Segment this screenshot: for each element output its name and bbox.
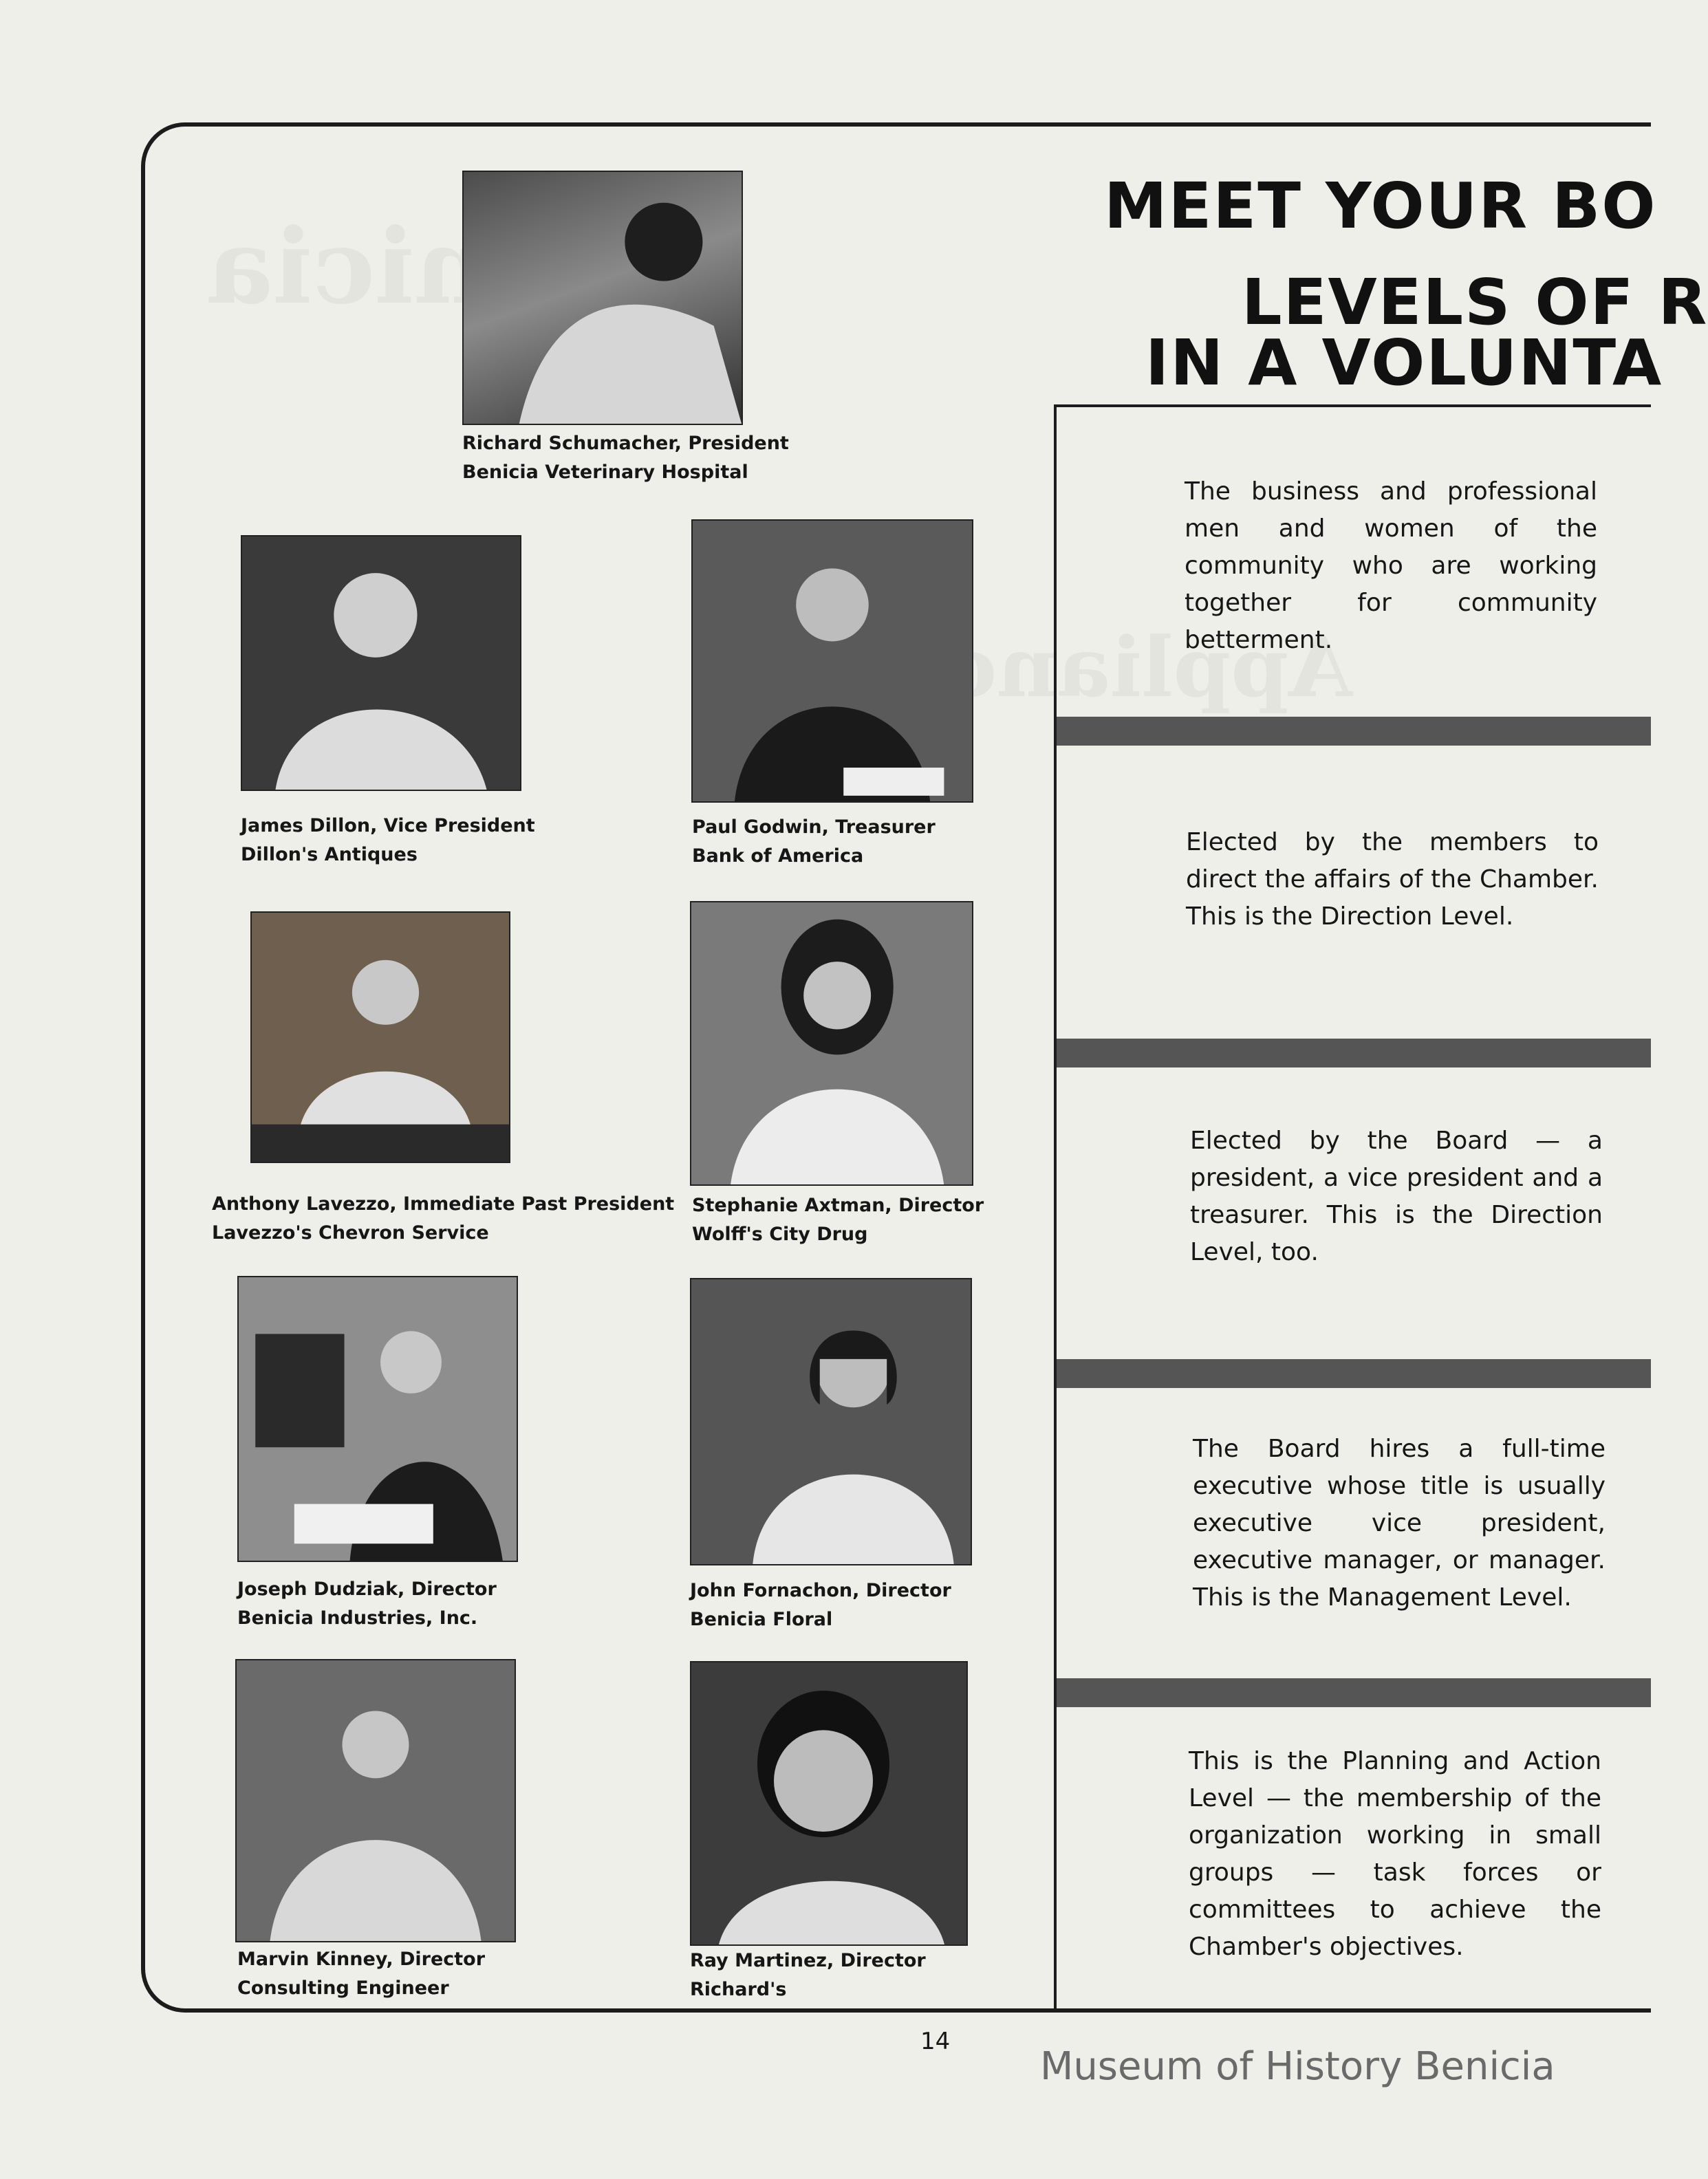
member-affiliation: Benicia Floral <box>690 1609 833 1630</box>
caption-martinez <box>690 1947 926 2004</box>
member-name-title: John Fornachon, Director <box>690 1580 951 1601</box>
level-paragraph: This is the Planning and Action Level — the membership of the organization working in small groups — task forces or committees to achieve the Chamber's objectives. <box>1189 1747 1601 1961</box>
caption-dudziak <box>237 1575 497 1633</box>
member-affiliation: Bank of America <box>692 845 864 867</box>
level-divider-bar <box>1057 717 1651 746</box>
level-paragraph: Elected by the members to direct the affairs of the Chamber. This is the Direction Level. <box>1186 828 1599 931</box>
portrait-photo-dillon <box>241 535 521 791</box>
level-divider-bar <box>1057 1359 1651 1388</box>
portrait-photo-martinez <box>690 1661 968 1946</box>
portrait-photo-dudziak <box>237 1276 518 1562</box>
caption-dillon <box>241 812 535 869</box>
member-name-title: James Dillon, Vice President <box>241 815 535 836</box>
member-affiliation: Benicia Industries, Inc. <box>237 1607 478 1629</box>
portrait-photo-kinney <box>235 1659 516 1942</box>
member-affiliation: Benicia Veterinary Hospital <box>462 462 748 483</box>
page-title-line-3: IN A VOLUNTA <box>1145 326 1663 400</box>
member-affiliation: Consulting Engineer <box>237 1977 449 1999</box>
member-name-title: Joseph Dudziak, Director <box>237 1579 497 1600</box>
page-number: 14 <box>920 2028 951 2055</box>
member-name-title: Paul Godwin, Treasurer <box>692 816 936 838</box>
level-paragraph: Elected by the Board — a president, a vice president and a treasurer. This is the Direction Level, too. <box>1190 1127 1603 1266</box>
member-affiliation: Richard's <box>690 1979 787 2000</box>
page-title-line-1: MEET YOUR BO <box>1104 169 1657 243</box>
member-affiliation: Wolff's City Drug <box>692 1224 868 1245</box>
member-affiliation: Dillon's Antiques <box>241 844 418 865</box>
caption-axtman <box>692 1191 984 1249</box>
portrait-photo-lavezzo <box>250 911 510 1163</box>
member-name-title: Stephanie Axtman, Director <box>692 1195 984 1216</box>
portrait-photo-schumacher <box>462 171 743 425</box>
level-paragraph: The business and professional men and women of the community who are working together for community betterment. <box>1185 477 1597 654</box>
member-name-title: Richard Schumacher, President <box>462 433 789 454</box>
caption-lavezzo <box>212 1190 674 1248</box>
portrait-photo-axtman <box>690 901 973 1186</box>
level-paragraph: The Board hires a full-time executive whose title is usually executive vice president, executive manager, or manager. This is the Management Level. <box>1193 1435 1606 1612</box>
level-divider-bar <box>1057 1678 1651 1707</box>
member-name-title: Marvin Kinney, Director <box>237 1949 486 1970</box>
caption-kinney <box>237 1945 485 2003</box>
member-affiliation: Lavezzo's Chevron Service <box>212 1222 489 1244</box>
member-name-title: Anthony Lavezzo, Immediate Past President <box>212 1193 675 1215</box>
page-title-line-2: LEVELS OF R <box>1242 265 1708 339</box>
member-name-title: Ray Martinez, Director <box>690 1950 926 1971</box>
level-divider-bar <box>1057 1039 1651 1067</box>
caption-schumacher <box>462 429 789 487</box>
portrait-photo-godwin <box>691 519 973 803</box>
museum-watermark: Museum of History Benicia <box>1040 2044 1555 2089</box>
portrait-photo-fornachon <box>690 1278 972 1565</box>
caption-fornachon <box>690 1576 951 1634</box>
caption-godwin <box>692 813 936 871</box>
